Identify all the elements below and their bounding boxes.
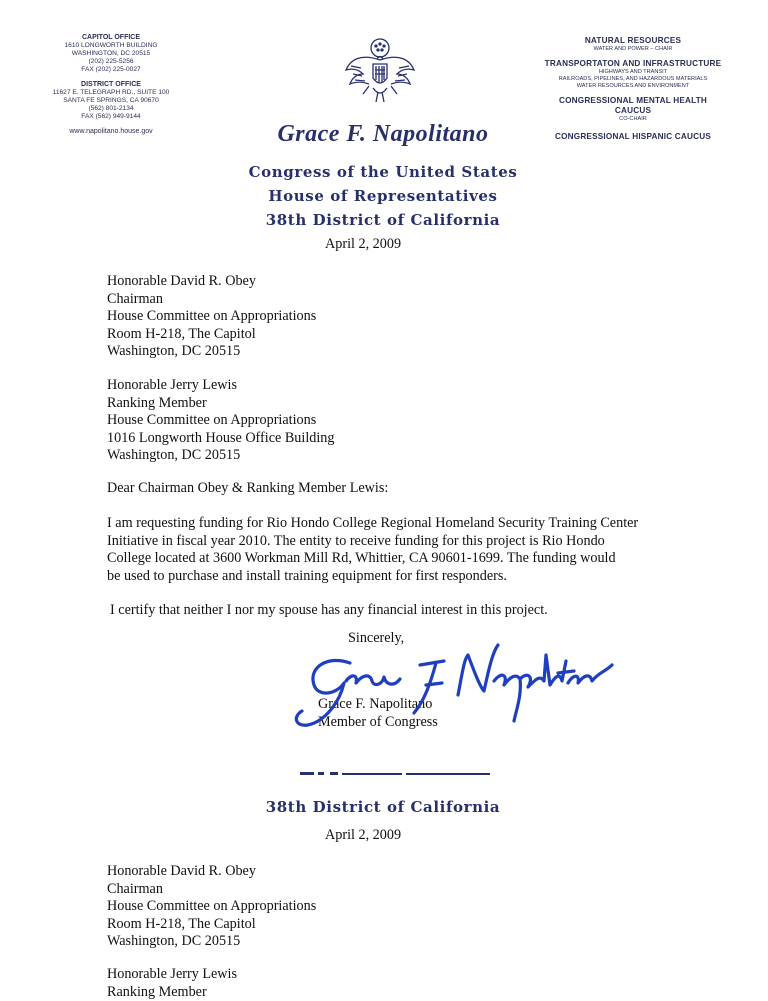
body-line: Initiative in fiscal year 2010. The entity to receive funding for this project is Rio Hondo (107, 533, 667, 551)
district-office-label: DISTRICT OFFICE (36, 81, 186, 89)
closing: Sincerely, (348, 630, 404, 648)
cropped-letterhead-line (300, 771, 490, 777)
committees-block (535, 36, 731, 142)
congress-line: Congress of the United States (238, 163, 528, 181)
recipient-line: Chairman (107, 291, 667, 309)
body-line: I am requesting funding for Rio Hondo College Regional Homeland Security Training Center (107, 515, 667, 533)
recipient-line: Washington, DC 20515 (107, 447, 667, 465)
district-line: FAX (562) 949-9144 (36, 113, 186, 121)
recipient-line: House Committee on Appropriations (107, 308, 667, 326)
letter-date: April 2, 2009 (325, 236, 401, 254)
recipient-line: House Committee on Appropriations (107, 412, 667, 430)
capitol-line: 1610 LONGWORTH BUILDING (36, 42, 186, 50)
capitol-office-label: CAPITOL OFFICE (36, 34, 186, 42)
recipient-block-2 (107, 377, 667, 465)
body-paragraph (107, 515, 667, 585)
committee-transportation: TRANSPORTATON AND INFRASTRUCTURE (535, 59, 731, 69)
committee-sub: RAILROADS, PIPELINES, AND HAZARDOUS MATERIALS (535, 76, 731, 83)
recipient-line: Ranking Member (107, 395, 667, 413)
recipient-line: Honorable David R. Obey (107, 273, 667, 291)
recipient-line: Honorable Jerry Lewis (107, 377, 667, 395)
capitol-office-block (36, 34, 186, 136)
recipient-block-1 (107, 273, 667, 361)
caucus-mental-health-cont: CAUCUS (535, 106, 731, 116)
representative-name: Grace F. Napolitano (238, 121, 528, 148)
recipient-line: 1016 Longworth House Office Building (107, 430, 667, 448)
body-line: College located at 3600 Workman Mill Rd, Whittier, CA 90601-1699. The funding would (107, 550, 667, 568)
recipient-line: Chairman (107, 881, 667, 899)
salutation: Dear Chairman Obey & Ranking Member Lewis: (107, 480, 388, 498)
handwritten-signature (288, 625, 628, 735)
eagle-seal-icon (343, 36, 417, 110)
district-line: SANTA FE SPRINGS, CA 90670 (36, 97, 186, 105)
committee-sub: WATER RESOURCES AND ENVIRONMENT (535, 83, 731, 90)
capitol-line: (202) 225-5256 (36, 58, 186, 66)
district-line-page2: 38th District of California (238, 798, 528, 816)
committee-sub: WATER AND POWER – CHAIR (535, 46, 731, 53)
recipient-line: Honorable David R. Obey (107, 863, 667, 881)
letter-date-page2: April 2, 2009 (325, 827, 401, 845)
house-line: House of Representatives (238, 187, 528, 205)
recipient-line: Room H-218, The Capitol (107, 326, 667, 344)
district-line: 11627 E. TELEGRAPH RD., SUITE 100 (36, 89, 186, 97)
caucus-mental-health: CONGRESSIONAL MENTAL HEALTH (535, 96, 731, 106)
signer-title: Member of Congress (318, 714, 438, 732)
capitol-line: WASHINGTON, DC 20515 (36, 50, 186, 58)
district-line: 38th District of California (238, 211, 528, 229)
committee-natural-resources: NATURAL RESOURCES (535, 36, 731, 46)
recipient-line: House Committee on Appropriations (107, 898, 667, 916)
caucus-hispanic: CONGRESSIONAL HISPANIC CAUCUS (535, 132, 731, 142)
certification-statement: I certify that neither I nor my spouse has any financial interest in this project. (110, 602, 548, 620)
website-text: www.napolitano.house.gov (36, 128, 186, 136)
recipient-line: Washington, DC 20515 (107, 343, 667, 361)
caucus-sub: CO-CHAIR (535, 116, 731, 123)
signer-name: Grace F. Napolitano (318, 696, 438, 714)
recipient-line: Washington, DC 20515 (107, 933, 667, 951)
committee-sub: HIGHWAYS AND TRANSIT (535, 69, 731, 76)
body-line: be used to purchase and install training equipment for first responders. (107, 568, 667, 586)
recipient-block-1-page2 (107, 863, 667, 951)
recipient-block-2-page2 (107, 966, 667, 1001)
recipient-line: Honorable Jerry Lewis (107, 966, 667, 984)
recipient-line: Room H-218, The Capitol (107, 916, 667, 934)
capitol-line: FAX (202) 225-0027 (36, 66, 186, 74)
district-line: (562) 801-2134 (36, 105, 186, 113)
recipient-line: Ranking Member (107, 984, 667, 1001)
